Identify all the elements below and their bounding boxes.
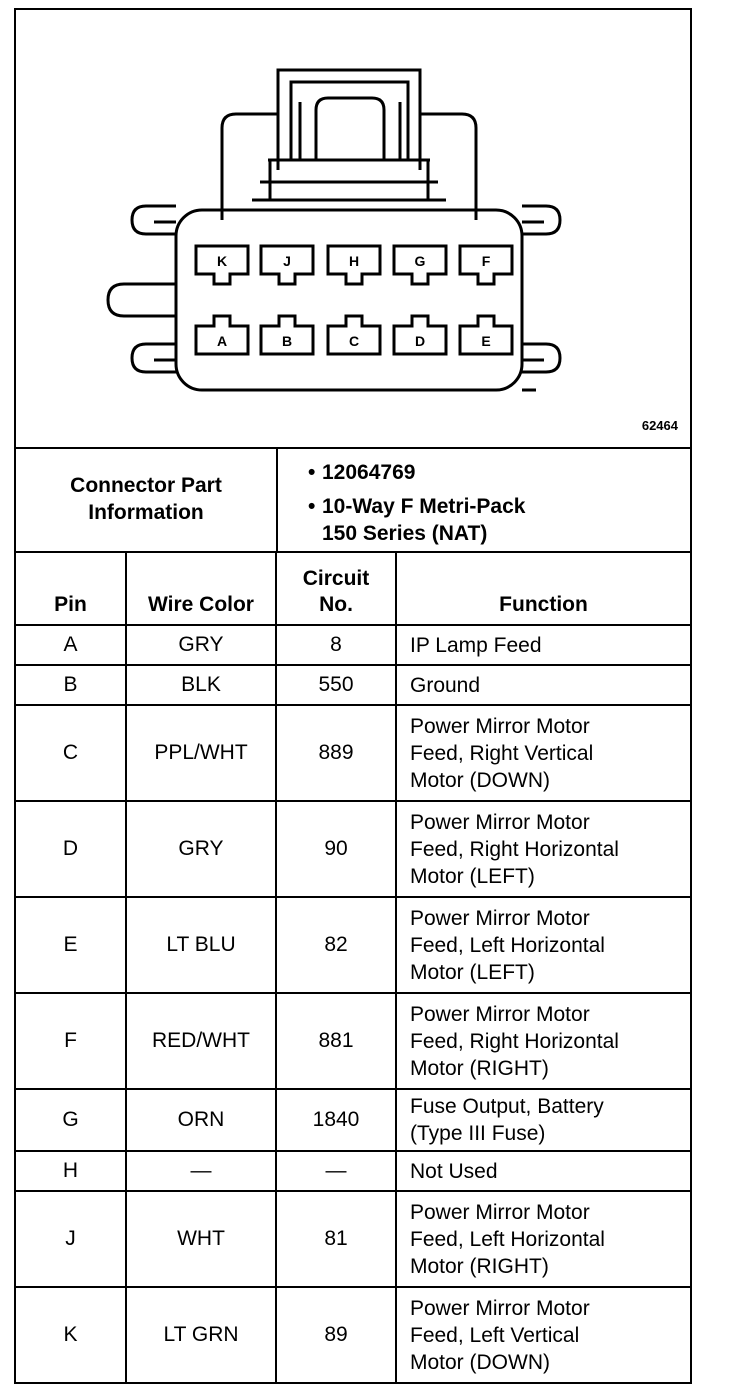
pin-label-e: E [481,333,491,349]
header-circuit-line2: No. [319,593,353,616]
pin-cell: D [16,801,126,897]
function-cell [396,897,690,993]
function-line: Motor (LEFT) [410,960,535,984]
pin-label-g: G [414,253,426,269]
header-wire-color: Wire Color [126,551,276,625]
circuit-no-cell: 550 [276,665,396,705]
bullet-icon: • [308,461,316,484]
connector-face-drawing [16,10,690,447]
wire-color-cell: WHT [126,1191,276,1287]
connector-part-info [16,447,690,553]
wire-color-cell: LT BLU [126,897,276,993]
pin-label-d: D [414,333,426,349]
table-row [16,1191,690,1287]
pin-cell: E [16,897,126,993]
function-cell [396,1191,690,1287]
pin-label-b: B [281,333,293,349]
circuit-no-cell: 881 [276,993,396,1089]
circuit-no-cell: — [276,1151,396,1191]
function-line: Not Used [410,1159,498,1183]
wire-color-cell: RED/WHT [126,993,276,1089]
function-cell [396,993,690,1089]
header-circuit-line1: Circuit [302,567,370,590]
function-cell [396,665,690,705]
part-number: 12064769 [322,461,416,484]
info-label-line2: Information [88,501,204,524]
pin-label-f: F [481,253,491,269]
pin-label-c: C [348,333,360,349]
wire-color-cell: PPL/WHT [126,705,276,801]
function-line: Power Mirror Motor [410,714,590,738]
wire-color-cell: GRY [126,625,276,665]
function-line: (Type III Fuse) [410,1122,546,1145]
connector-description-line2: 150 Series (NAT) [322,522,488,545]
connector-sheet [14,8,692,1384]
info-label-line1: Connector Part [70,474,222,497]
circuit-no-cell: 81 [276,1191,396,1287]
pin-cell: J [16,1191,126,1287]
function-line: Power Mirror Motor [410,1200,590,1224]
circuit-no-cell: 8 [276,625,396,665]
pin-row-top [196,246,512,284]
pin-row-bottom [196,316,512,354]
function-line: Motor (RIGHT) [410,1254,549,1278]
function-line: Motor (DOWN) [410,768,550,792]
function-line: Power Mirror Motor [410,1002,590,1026]
header-function: Function [396,551,690,625]
function-line: Power Mirror Motor [410,1296,590,1320]
pin-label-h: H [348,253,360,269]
pin-cell: F [16,993,126,1089]
circuit-no-cell: 889 [276,705,396,801]
function-line: Ground [410,673,481,697]
pin-cell: H [16,1151,126,1191]
function-line: Motor (DOWN) [410,1350,550,1374]
circuit-no-cell: 90 [276,801,396,897]
table-row [16,1151,690,1191]
function-line: Feed, Left Vertical [410,1323,580,1347]
function-line: Motor (RIGHT) [410,1056,549,1080]
circuit-no-cell: 1840 [276,1089,396,1151]
wire-color-cell: — [126,1151,276,1191]
table-row [16,1287,690,1383]
function-line: Power Mirror Motor [410,906,590,930]
function-line: Feed, Right Horizontal [410,837,619,861]
table-row [16,897,690,993]
function-cell [396,1151,690,1191]
table-row [16,801,690,897]
wire-color-cell: ORN [126,1089,276,1151]
connector-diagram [16,10,690,449]
table-row [16,1089,690,1151]
circuit-no-cell: 89 [276,1287,396,1383]
function-cell [396,705,690,801]
pin-cell: K [16,1287,126,1383]
connector-part-info-values [278,447,690,551]
pin-cell: A [16,625,126,665]
wire-color-cell: BLK [126,665,276,705]
connector-part-info-label [16,447,278,551]
circuit-no-cell: 82 [276,897,396,993]
pin-label-a: A [216,333,228,349]
pin-cell: G [16,1089,126,1151]
table-row [16,625,690,665]
function-line: Feed, Right Vertical [410,741,594,765]
table-row [16,665,690,705]
pin-label-k: K [216,253,228,269]
table-row [16,705,690,801]
function-line: IP Lamp Feed [410,633,542,657]
function-cell [396,801,690,897]
header-circuit-no [276,551,396,625]
header-pin: Pin [16,551,126,625]
function-cell [396,1089,690,1151]
pinout-rows [16,625,690,1383]
function-line: Fuse Output, Battery [410,1095,604,1118]
table-header-row [16,551,690,625]
function-cell [396,1287,690,1383]
figure-id: 62464 [641,418,678,433]
function-line: Feed, Right Horizontal [410,1029,619,1053]
wire-color-cell: GRY [126,801,276,897]
function-line: Motor (LEFT) [410,864,535,888]
pin-label-j: J [283,253,291,269]
pinout-table [16,551,690,1384]
function-line: Power Mirror Motor [410,810,590,834]
pin-cell: C [16,705,126,801]
connector-description-line1: 10-Way F Metri-Pack [322,495,526,518]
table-row [16,993,690,1089]
pin-cell: B [16,665,126,705]
wire-color-cell: LT GRN [126,1287,276,1383]
function-line: Feed, Left Horizontal [410,1227,605,1251]
function-cell [396,625,690,665]
function-line: Feed, Left Horizontal [410,933,605,957]
bullet-icon: • [308,495,316,518]
